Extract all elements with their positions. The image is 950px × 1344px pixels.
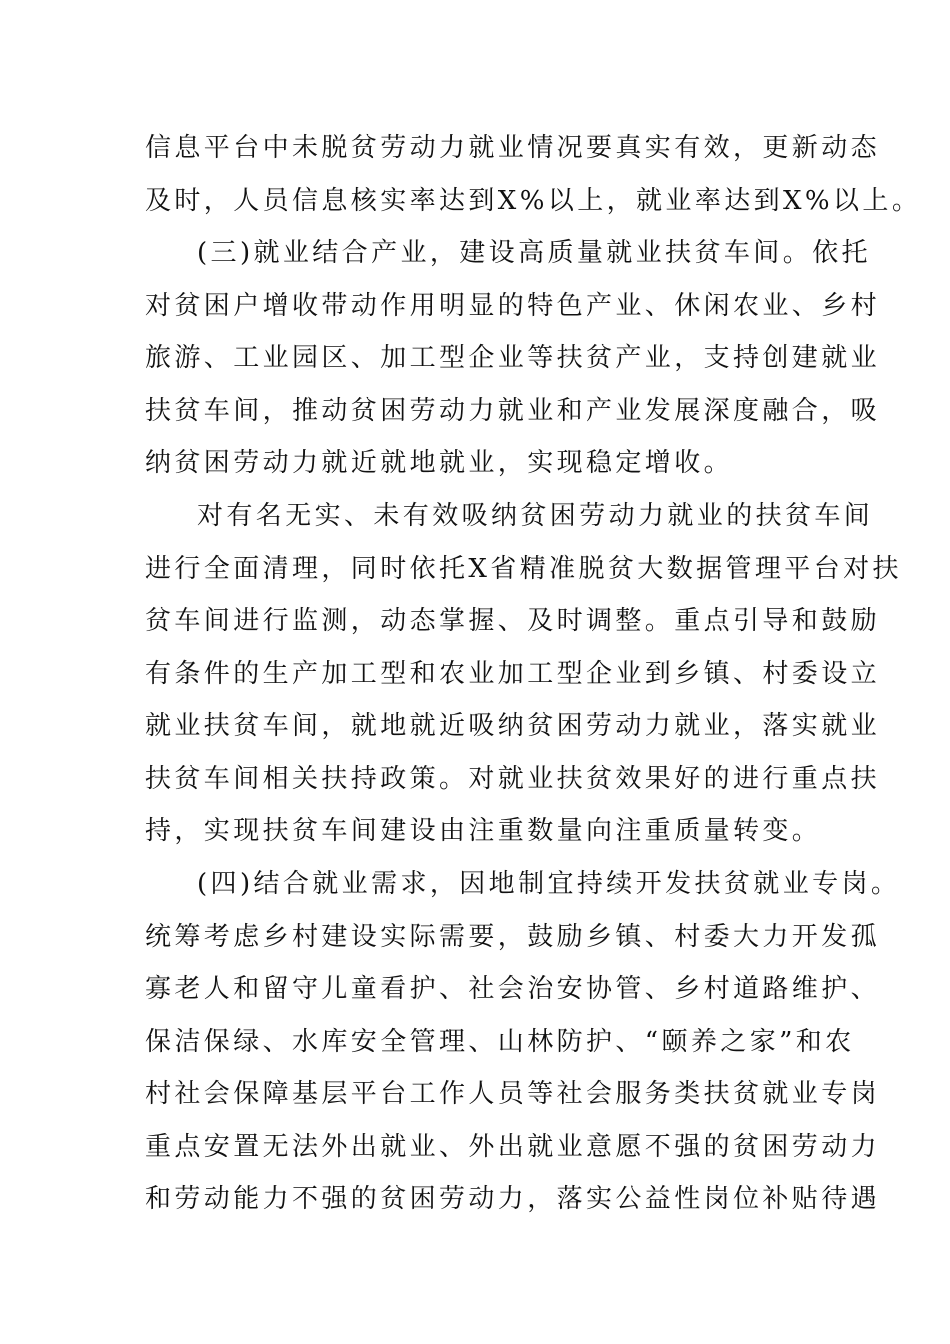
text-line: 就业扶贫车间，就地就近吸纳贫困劳动力就业，落实就业 <box>145 711 881 741</box>
text-line: 村社会保障基层平台工作人员等社会服务类扶贫就业专岗 <box>145 1079 881 1109</box>
section-heading-line: (三)就业结合产业，建设高质量就业扶贫车间。依托 <box>197 238 871 268</box>
text-line: 贫车间进行监测，动态掌握、及时调整。重点引导和鼓励 <box>145 606 881 636</box>
text-line: 纳贫困劳动力就近就地就业，实现稳定增收。 <box>145 448 734 478</box>
text-line: 持，实现扶贫车间建设由注重数量向注重质量转变。 <box>145 816 822 846</box>
text-line: 对贫困户增收带动作用明显的特色产业、休闲农业、乡村 <box>145 291 881 321</box>
text-line: 扶贫车间，推动贫困劳动力就业和产业发展深度融合，吸 <box>145 396 881 426</box>
text-line: 进行全面清理，同时依托X省精准脱贫大数据管理平台对扶 <box>145 554 902 584</box>
section-heading-line: (四)结合就业需求，因地制宜持续开发扶贫就业专岗。 <box>197 869 901 899</box>
paragraph-start-line: 对有名无实、未有效吸纳贫困劳动力就业的扶贫车间 <box>197 501 874 531</box>
text-line: 保洁保绿、水库安全管理、山林防护、“颐养之家”和农 <box>145 1027 855 1057</box>
text-line: 旅游、工业园区、加工型企业等扶贫产业，支持创建就业 <box>145 343 881 373</box>
text-line: 扶贫车间相关扶持政策。对就业扶贫效果好的进行重点扶 <box>145 764 881 794</box>
text-line: 及时，人员信息核实率达到X%以上，就业率达到X%以上。 <box>145 186 922 216</box>
text-line: 统筹考虑乡村建设实际需要，鼓励乡镇、村委大力开发孤 <box>145 922 881 952</box>
text-line: 信息平台中未脱贫劳动力就业情况要真实有效，更新动态 <box>145 133 881 163</box>
text-line: 寡老人和留守儿童看护、社会治安协管、乡村道路维护、 <box>145 974 881 1004</box>
text-line: 和劳动能力不强的贫困劳动力，落实公益性岗位补贴待遇 <box>145 1184 881 1214</box>
text-line: 有条件的生产加工型和农业加工型企业到乡镇、村委设立 <box>145 659 881 689</box>
text-line: 重点安置无法外出就业、外出就业意愿不强的贫困劳动力 <box>145 1132 881 1162</box>
